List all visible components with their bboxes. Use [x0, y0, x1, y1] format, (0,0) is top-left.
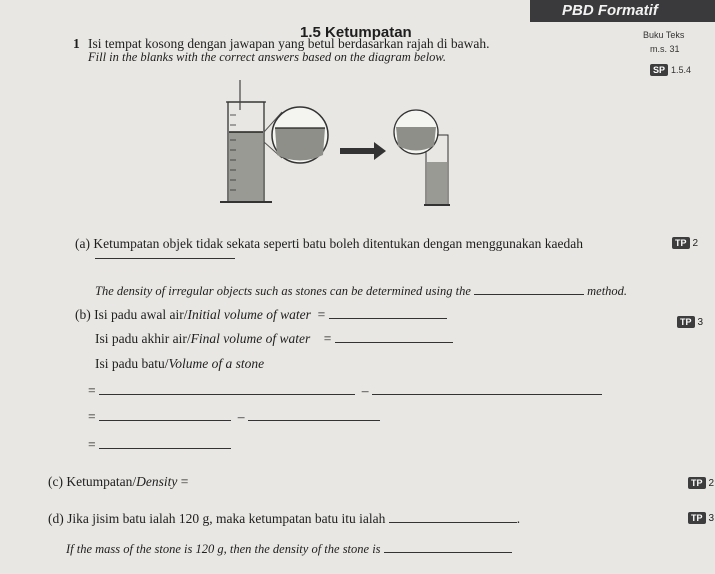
part-a-malay: (a) Ketumpatan objek tidak sekata seperti batu boleh ditentukan dengan menggunakan kaedah: [75, 236, 583, 251]
blank[interactable]: [248, 408, 380, 421]
part-b-tp: [677, 316, 703, 328]
instruction-malay: Isi tempat kosong dengan jawapan yang betul berdasarkan rajah di bawah.: [88, 36, 490, 51]
tp-badge: TP: [688, 477, 706, 489]
banner: PBD Formatif: [530, 0, 715, 22]
book-label: Buku Teks: [643, 30, 685, 40]
arrow-icon: [340, 142, 386, 160]
blank[interactable]: [99, 382, 355, 395]
minus: –: [237, 409, 245, 424]
part-a-english-start: The density of irregular objects such as stones can be determined using the: [95, 284, 471, 298]
magnifier-final: [394, 110, 438, 154]
cylinder-initial: [220, 80, 272, 202]
blank[interactable]: [99, 408, 231, 421]
minus: –: [361, 383, 369, 398]
section-title: 1.5 Ketumpatan: [300, 24, 412, 41]
part-b-final: [95, 330, 453, 347]
tp-level: 3: [708, 513, 715, 524]
tp-badge: TP: [677, 316, 695, 328]
part-c-label: (c) Ketumpatan/: [48, 474, 137, 489]
final-label-en: Final volume of water: [190, 331, 311, 346]
equals: =: [180, 474, 189, 489]
part-a-english-blank[interactable]: [474, 282, 584, 295]
final-label: Isi padu akhir air/: [95, 331, 191, 346]
part-c: [48, 474, 188, 490]
part-d-malay: [48, 510, 520, 527]
displacement-diagram: [220, 80, 450, 215]
part-c-label-en: Density: [136, 474, 178, 489]
part-d-tp: [688, 512, 714, 524]
tp-badge: TP: [672, 237, 690, 249]
instruction-english: Fill in the blanks with the correct answers based on the diagram below.: [88, 50, 446, 64]
stone-label-en: Volume of a stone: [168, 356, 265, 371]
part-a-english: [95, 282, 627, 299]
stone-volume-line-3: [88, 436, 231, 453]
part-d-malay-text: (d) Jika jisim batu ialah 120 g, maka ketumpatan batu itu ialah: [48, 511, 386, 526]
part-c-tp: [688, 477, 714, 489]
part-d-english: [66, 540, 512, 557]
page-ref: m.s. 31: [650, 44, 680, 54]
magnifier-initial: [264, 107, 328, 163]
question-number: 1: [73, 36, 80, 51]
stone-label: Isi padu batu/: [95, 356, 169, 371]
equals: =: [88, 383, 96, 398]
sp-badge: SP: [650, 64, 668, 76]
part-d-malay-blank[interactable]: [389, 510, 517, 523]
stone-volume-line-1: [88, 382, 602, 399]
equals: =: [88, 409, 96, 424]
part-b-initial: [75, 306, 447, 323]
initial-volume-blank[interactable]: [329, 306, 447, 319]
stone-volume-line-2: [88, 408, 380, 425]
tp-badge: TP: [688, 512, 706, 524]
sp-ref: [650, 64, 691, 76]
initial-label: (b) Isi padu awal air/: [75, 307, 188, 322]
final-volume-blank[interactable]: [335, 330, 453, 343]
tp-level: 3: [697, 317, 704, 328]
equals: =: [317, 307, 326, 322]
part-a-tp: [672, 237, 698, 249]
blank[interactable]: [99, 436, 231, 449]
tp-level: 2: [708, 478, 715, 489]
sp-code: 1.5.4: [671, 65, 692, 75]
period: .: [516, 511, 521, 526]
part-d-english-text: If the mass of the stone is 120 g, then the density of the stone is: [66, 542, 381, 556]
part-a-english-end: method.: [587, 284, 628, 298]
part-a-malay-blank[interactable]: [95, 246, 235, 264]
blank[interactable]: [372, 382, 602, 395]
initial-label-en: Initial volume of water: [187, 307, 311, 322]
equals: =: [88, 437, 96, 452]
tp-level: 2: [692, 238, 699, 249]
stone-volume-label: [95, 356, 264, 372]
equals: =: [323, 331, 332, 346]
part-d-english-blank[interactable]: [384, 540, 512, 553]
